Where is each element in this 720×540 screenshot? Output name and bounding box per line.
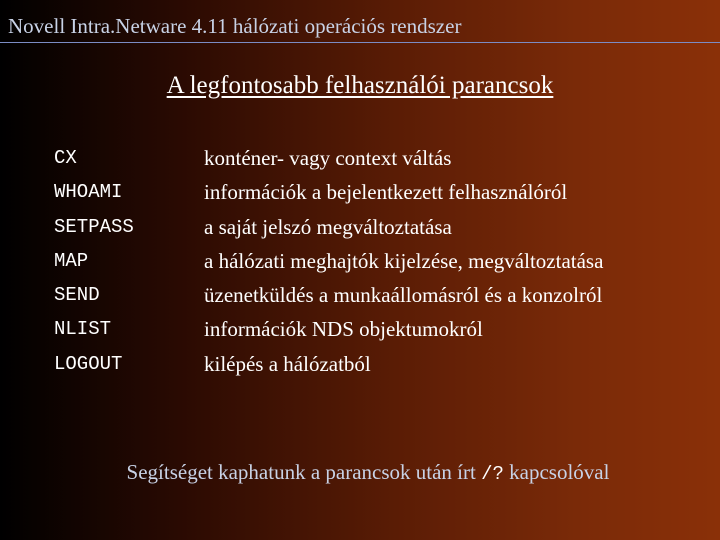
help-switch: /? xyxy=(481,463,504,485)
command-description: üzenetküldés a munkaállomásról és a konzolról xyxy=(204,283,603,308)
help-note-text: Segítséget kaphatunk a parancsok után írt xyxy=(126,460,482,484)
command-description: konténer- vagy context váltás xyxy=(204,146,452,170)
description-list xyxy=(204,145,714,385)
help-note-text-end: kapcsolóval xyxy=(503,460,610,484)
header-divider xyxy=(0,42,720,43)
command-name: SETPASS xyxy=(54,215,134,238)
slide-title: A legfontosabb felhasználói parancsok xyxy=(166,72,554,99)
command-description: a saját jelszó megváltoztatása xyxy=(204,214,452,239)
command-name: LOGOUT xyxy=(54,352,123,375)
command-name: NLIST xyxy=(54,318,112,341)
command-description: kilépés a hálózatból xyxy=(204,351,371,376)
command-description: a hálózati meghajtók kijelzése, megváltoztatása xyxy=(204,248,604,273)
command-name: WHOAMI xyxy=(54,181,123,204)
slide-header-title: Novell Intra.Netware 4.11 hálózati operációs rendszer xyxy=(8,14,462,38)
command-name: SEND xyxy=(54,284,100,307)
command-name: MAP xyxy=(54,249,89,272)
command-list xyxy=(54,145,214,385)
command-description: információk NDS objektumokról xyxy=(204,317,483,342)
slide-header xyxy=(0,0,720,42)
command-name: CX xyxy=(54,147,77,169)
command-description: információk a bejelentkezett felhasználóról xyxy=(204,180,568,205)
help-note xyxy=(0,460,720,485)
